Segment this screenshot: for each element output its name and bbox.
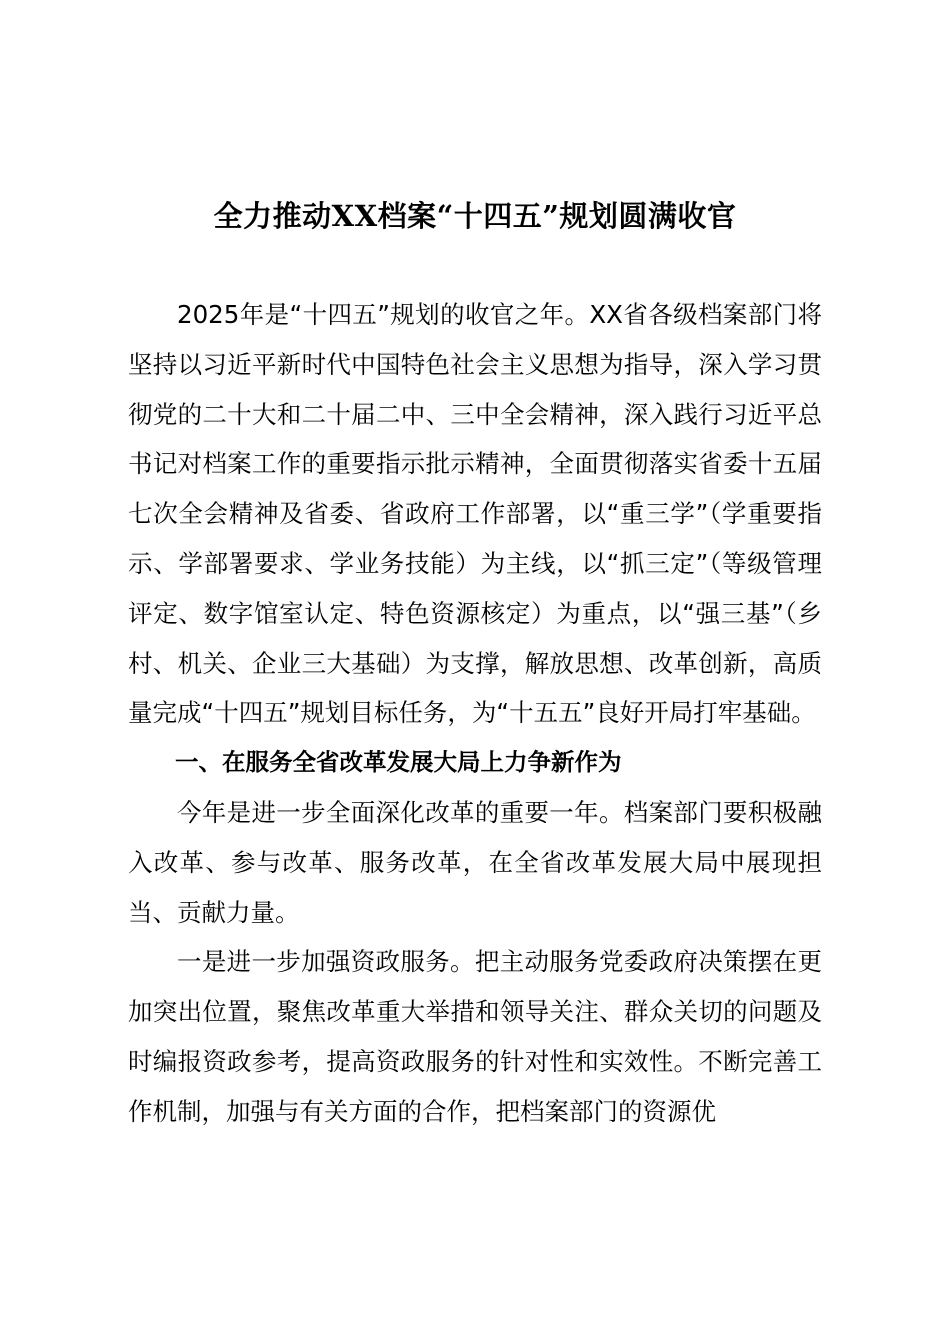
section-1-paragraph-1: 今年是进一步全面深化改革的重要一年。档案部门要积极融入改革、参与改革、服务改革，在全省改革发展大局中展现担当、贡献力量。 xyxy=(128,797,822,927)
section-1-heading: 一、在服务全省改革发展大局上力争新作为 xyxy=(175,748,622,777)
section-1-paragraph-2: 一是进一步加强资政服务。把主动服务党委政府决策摆在更加突出位置，聚焦改革重大举措和领导关注、群众关切的问题及时编报资政参考，提高资政服务的针对性和实效性。不断完善工作机制，加强与有关方面的合作，把档案部门的资源优 xyxy=(128,947,822,1126)
document-body xyxy=(128,290,822,1137)
intro-paragraph: 2025年是“十四五”规划的收官之年。XX省各级档案部门将坚持以习近平新时代中国特色社会主义思想为指导，深入学习贯彻党的二十大和二十届二中、三中全会精神，深入践行习近平总书记对档案工作的重要指示批示精神，全面贯彻落实省委十五届七次全会精神及省委、省政府工作部署，以“重三学”（学重要指示、学部署要求、学业务技能）为主线，以“抓三定”（等级管理评定、数字馆室认定、特色资源核定）为重点，以“强三基”（乡村、机关、企业三大基础）为支撑，解放思想、改革创新，高质量完成“十四五”规划目标任务，为“十五五”良好开局打牢基础。 xyxy=(128,300,822,728)
document-title: 全力推动XX档案“十四五”规划圆满收官 xyxy=(213,199,737,233)
